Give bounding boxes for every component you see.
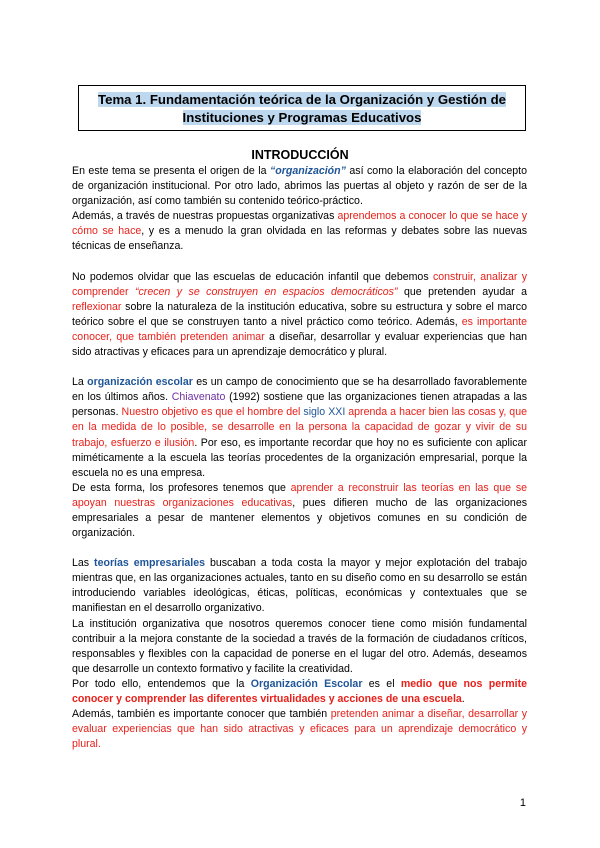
p3-reflexionar: reflexionar [72,300,122,313]
p6-text-c: buscaban a toda costa la mayor y mejor explotación del trabajo mientras que, en las organizaciones actuales, tanto en su diseño como en su desarrollo se están introduciendo variables ideológicas, éticas, políticas, económicas y contextuales que se manifiestan en el desarrollo organizativo. [72,557,527,615]
p3-text-h: a diseñar, desarrollar y evaluar experiencias que han sido atractivas y eficaces para un aprendizaje democrático y plural. [72,330,527,359]
p1-text-a: En este tema se presenta el origen de la [72,165,270,177]
p5-highlight: aprender a reconstruir las teorías en las que se apoyan nuestras organizaciones educativas [72,481,528,509]
p8-highlight: medio que nos permite conocer y comprender las diferentes virtualidades y acciones de una escuela [72,677,527,705]
p3-highlight-b: construir, analizar y comprender [72,270,527,298]
title-box [78,85,526,131]
paragraph-9 [72,707,527,752]
p2-text-c: , y es a menudo la gran olvidada en las reformas y debates sobre las nuevas técnicas de enseñanza. [72,225,528,253]
p5-text-c: , pues difieren mucho de las organizaciones empresariales a pesar de mantener elementos y objetivos comunes en su condición de organización. [72,496,528,540]
title-line-1: Tema 1. Fundamentación teórica de la Organización y Gestión de [98,92,506,107]
p4-chiavenato: Chiavenato [171,391,226,404]
p1-organizacion: “organización” [269,165,346,177]
p5-text-a: De esta forma, los profesores tenemos que [72,481,291,494]
p3-text-a: No podemos olvidar que las escuelas de educación infantil que debemos [72,270,433,283]
title-line-2: Instituciones y Programas Educativos [182,110,422,125]
p6-teorias: teorías empresariales [94,557,206,570]
paragraph-4 [72,375,527,481]
p9-text-a: Además, también es importante conocer que también [72,708,331,721]
p4-text-a: La [72,376,88,389]
paragraph-8 [72,677,527,707]
paragraph-6 [72,556,527,616]
page-number: 1 [519,797,526,809]
p2-highlight: aprendemos a conocer lo que se hace y cómo se hace [72,210,528,238]
p8-text-c: es el [362,677,401,690]
p6-text-a: Las [72,557,95,570]
p4-text-i: . Por eso, es importante recordar que hoy no es suficiente con aplicar miméticamente a la escuela las teorías procedentes de la organización empresarial, porque la escuela no es una empresa. [72,436,527,479]
p4-text-c: es un campo de conocimiento que se ha desarrollado favorablemente en los últimos años. [72,376,527,404]
paragraph-5 [72,481,527,541]
paragraph-7: La institución organizativa que nosotros queremos conocer tiene como misión fundamental contribuir a la mejora constante de la sociedad a través de la formación de ciudadanos críticos, responsables y flexibles con la capacidad de ponerse en el lugar del otro. Además, deseamos que desarrolle un contexto formativo y facilite la creatividad. [72,617,527,675]
p4-highlight-h: aprenda a hacer bien las cosas y, que en la medida de lo posible, se desarrolle en la persona la capacidad de gozar y vivir de su trabajo, esfuerzo e ilusión [72,406,527,449]
paragraph-3 [72,270,527,361]
p8-organizacion-escolar: Organización Escolar [250,677,363,690]
p8-text-e: . [461,693,465,705]
p1-text-c: así como la elaboración del concepto de organización institucional. Por otro lado, abrimos las puertas al objeto y razón de ser de la organización, así como también su contenido teórico-práctico. [72,165,527,208]
p4-siglo: siglo XXI [303,406,346,419]
p3-highlight-g: es importante conocer, que también pretenden animar [72,315,527,343]
p4-highlight-f: Nuestro objetivo es que el hombre del [121,406,304,419]
p9-highlight: pretenden animar a diseñar, desarrollar y evaluar experiencias que han sido atractivas y eficaces para un aprendizaje democrático y plural. [72,708,528,751]
paragraph-1 [72,164,527,209]
body-text [72,164,527,752]
p3-quote: “crecen y se construyen en espacios democráticos” [134,285,398,298]
p3-text-f: sobre la naturaleza de la institución educativa, sobre su estructura y sobre el marco teórico sobre el que se construyen tanto a nivel práctico como teórico. Además, [72,300,527,328]
p4-organizacion-escolar: organización escolar [87,376,193,389]
p4-text-e: (1992) sostiene que las organizaciones tienen atrapadas a las personas. [72,391,527,419]
p2-text-a: Además, a través de nuestras propuestas organizativas [72,210,338,223]
section-heading: INTRODUCCIÓN [251,148,349,162]
p8-text-a: Por todo ello, entendemos que la [72,677,251,690]
p3-text-d: que pretenden ayudar a [397,285,527,298]
paragraph-2 [72,209,527,254]
